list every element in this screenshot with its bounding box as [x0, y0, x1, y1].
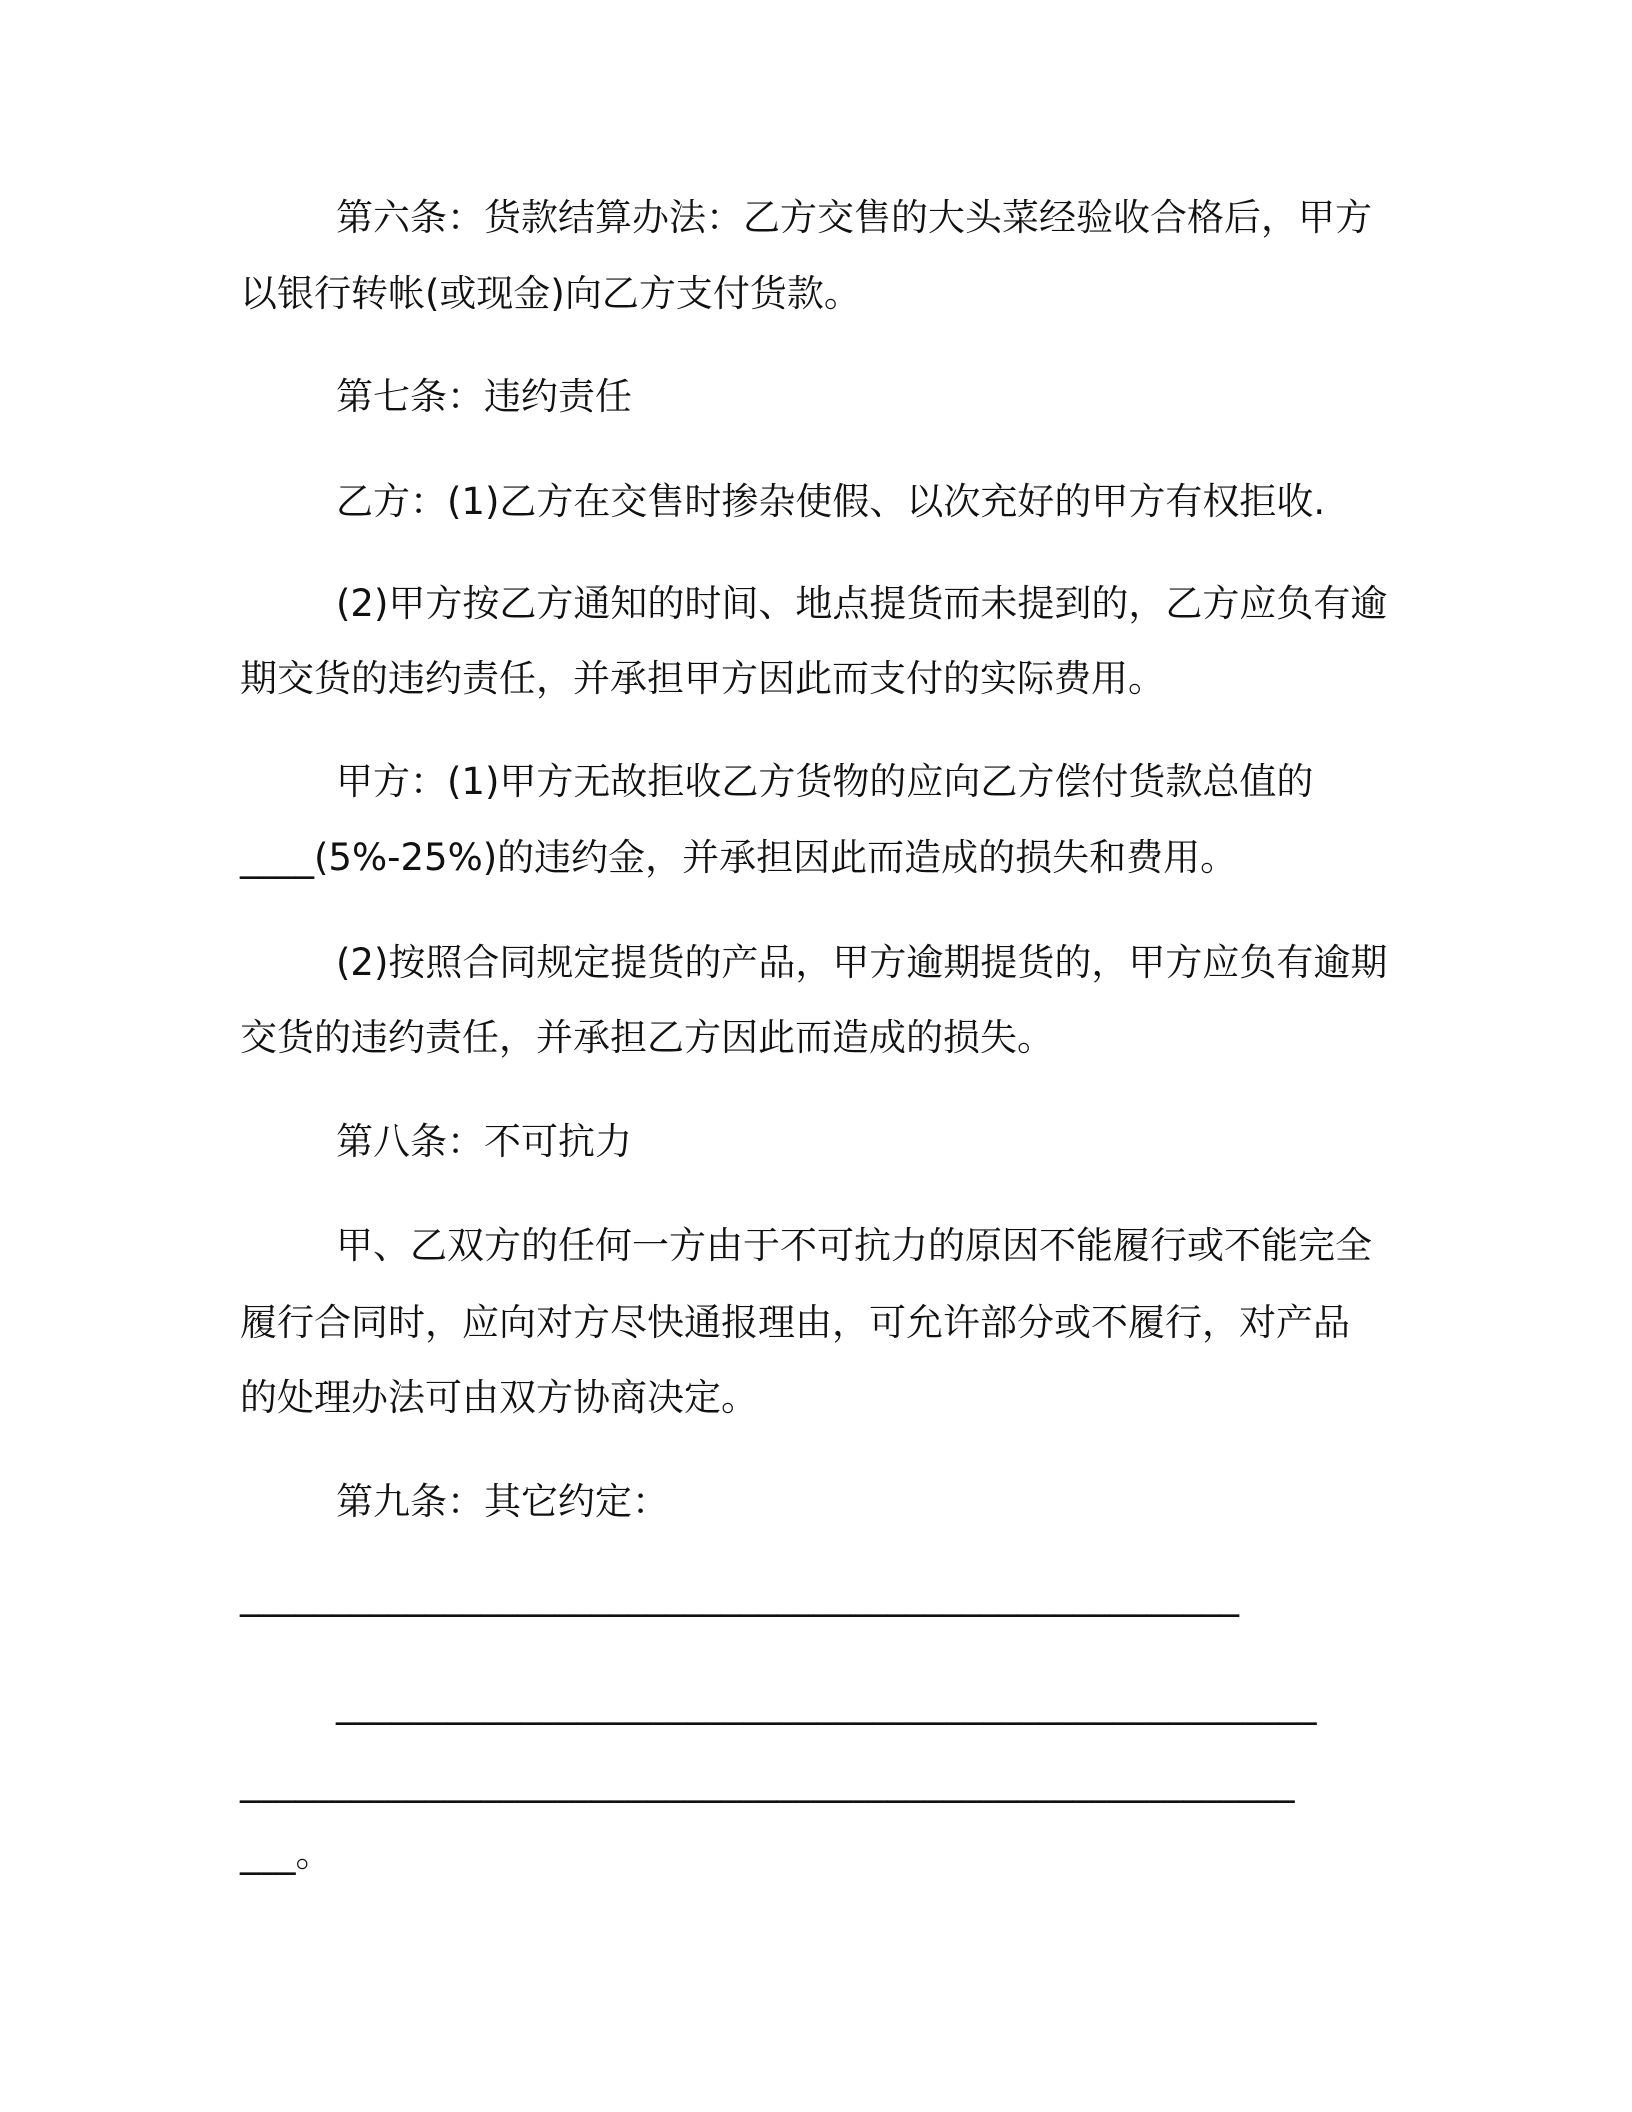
article-9-heading: 第九条：其它约定：: [336, 1480, 669, 1523]
article-8-line-1: 甲、乙双方的任何一方由于不可抗力的原因不能履行或不能完全: [336, 1224, 1372, 1267]
article-6-line-2: 以银行转帐(或现金)向乙方支付货款。: [240, 272, 861, 315]
party-a-clause-1-line-1: 甲方：(1)甲方无故拒收乙方货物的应向乙方偿付货款总值的: [336, 760, 1314, 803]
party-a-clause-2-line-2: 交货的违约责任，并承担乙方因此而造成的损失。: [240, 1016, 1054, 1059]
article-8-line-3: 的处理办法可由双方协商决定。: [240, 1376, 758, 1419]
party-b-clause-1: 乙方：(1)乙方在交售时掺杂使假、以次充好的甲方有权拒收.: [336, 480, 1326, 523]
article-8-line-2: 履行合同时，应向对方尽快通报理由，可允许部分或不履行，对产品: [240, 1301, 1350, 1344]
party-b-clause-2-line-1: (2)甲方按乙方通知的时间、地点提货而未提到的，乙方应负有逾: [336, 582, 1388, 625]
article-8-heading: 第八条：不可抗力: [336, 1120, 632, 1163]
blank-line-1: ______________________________________________________: [240, 1574, 1239, 1617]
party-a-clause-1-line-2: ____(5%-25%)的违约金，并承担因此而造成的损失和费用。: [240, 836, 1238, 879]
blank-line-2: _____________________________________________________: [336, 1682, 1317, 1725]
party-b-clause-2-line-2: 期交货的违约责任，并承担甲方因此而支付的实际费用。: [240, 657, 1165, 700]
article-6-line-1: 第六条：货款结算办法：乙方交售的大头菜经验收合格后，甲方: [336, 196, 1372, 239]
article-7-heading: 第七条：违约责任: [336, 375, 632, 418]
blank-line-4: ___。: [240, 1832, 333, 1875]
party-a-clause-2-line-1: (2)按照合同规定提货的产品，甲方逾期提货的，甲方应负有逾期: [336, 941, 1388, 984]
blank-line-3: _________________________________________________________: [240, 1760, 1295, 1803]
